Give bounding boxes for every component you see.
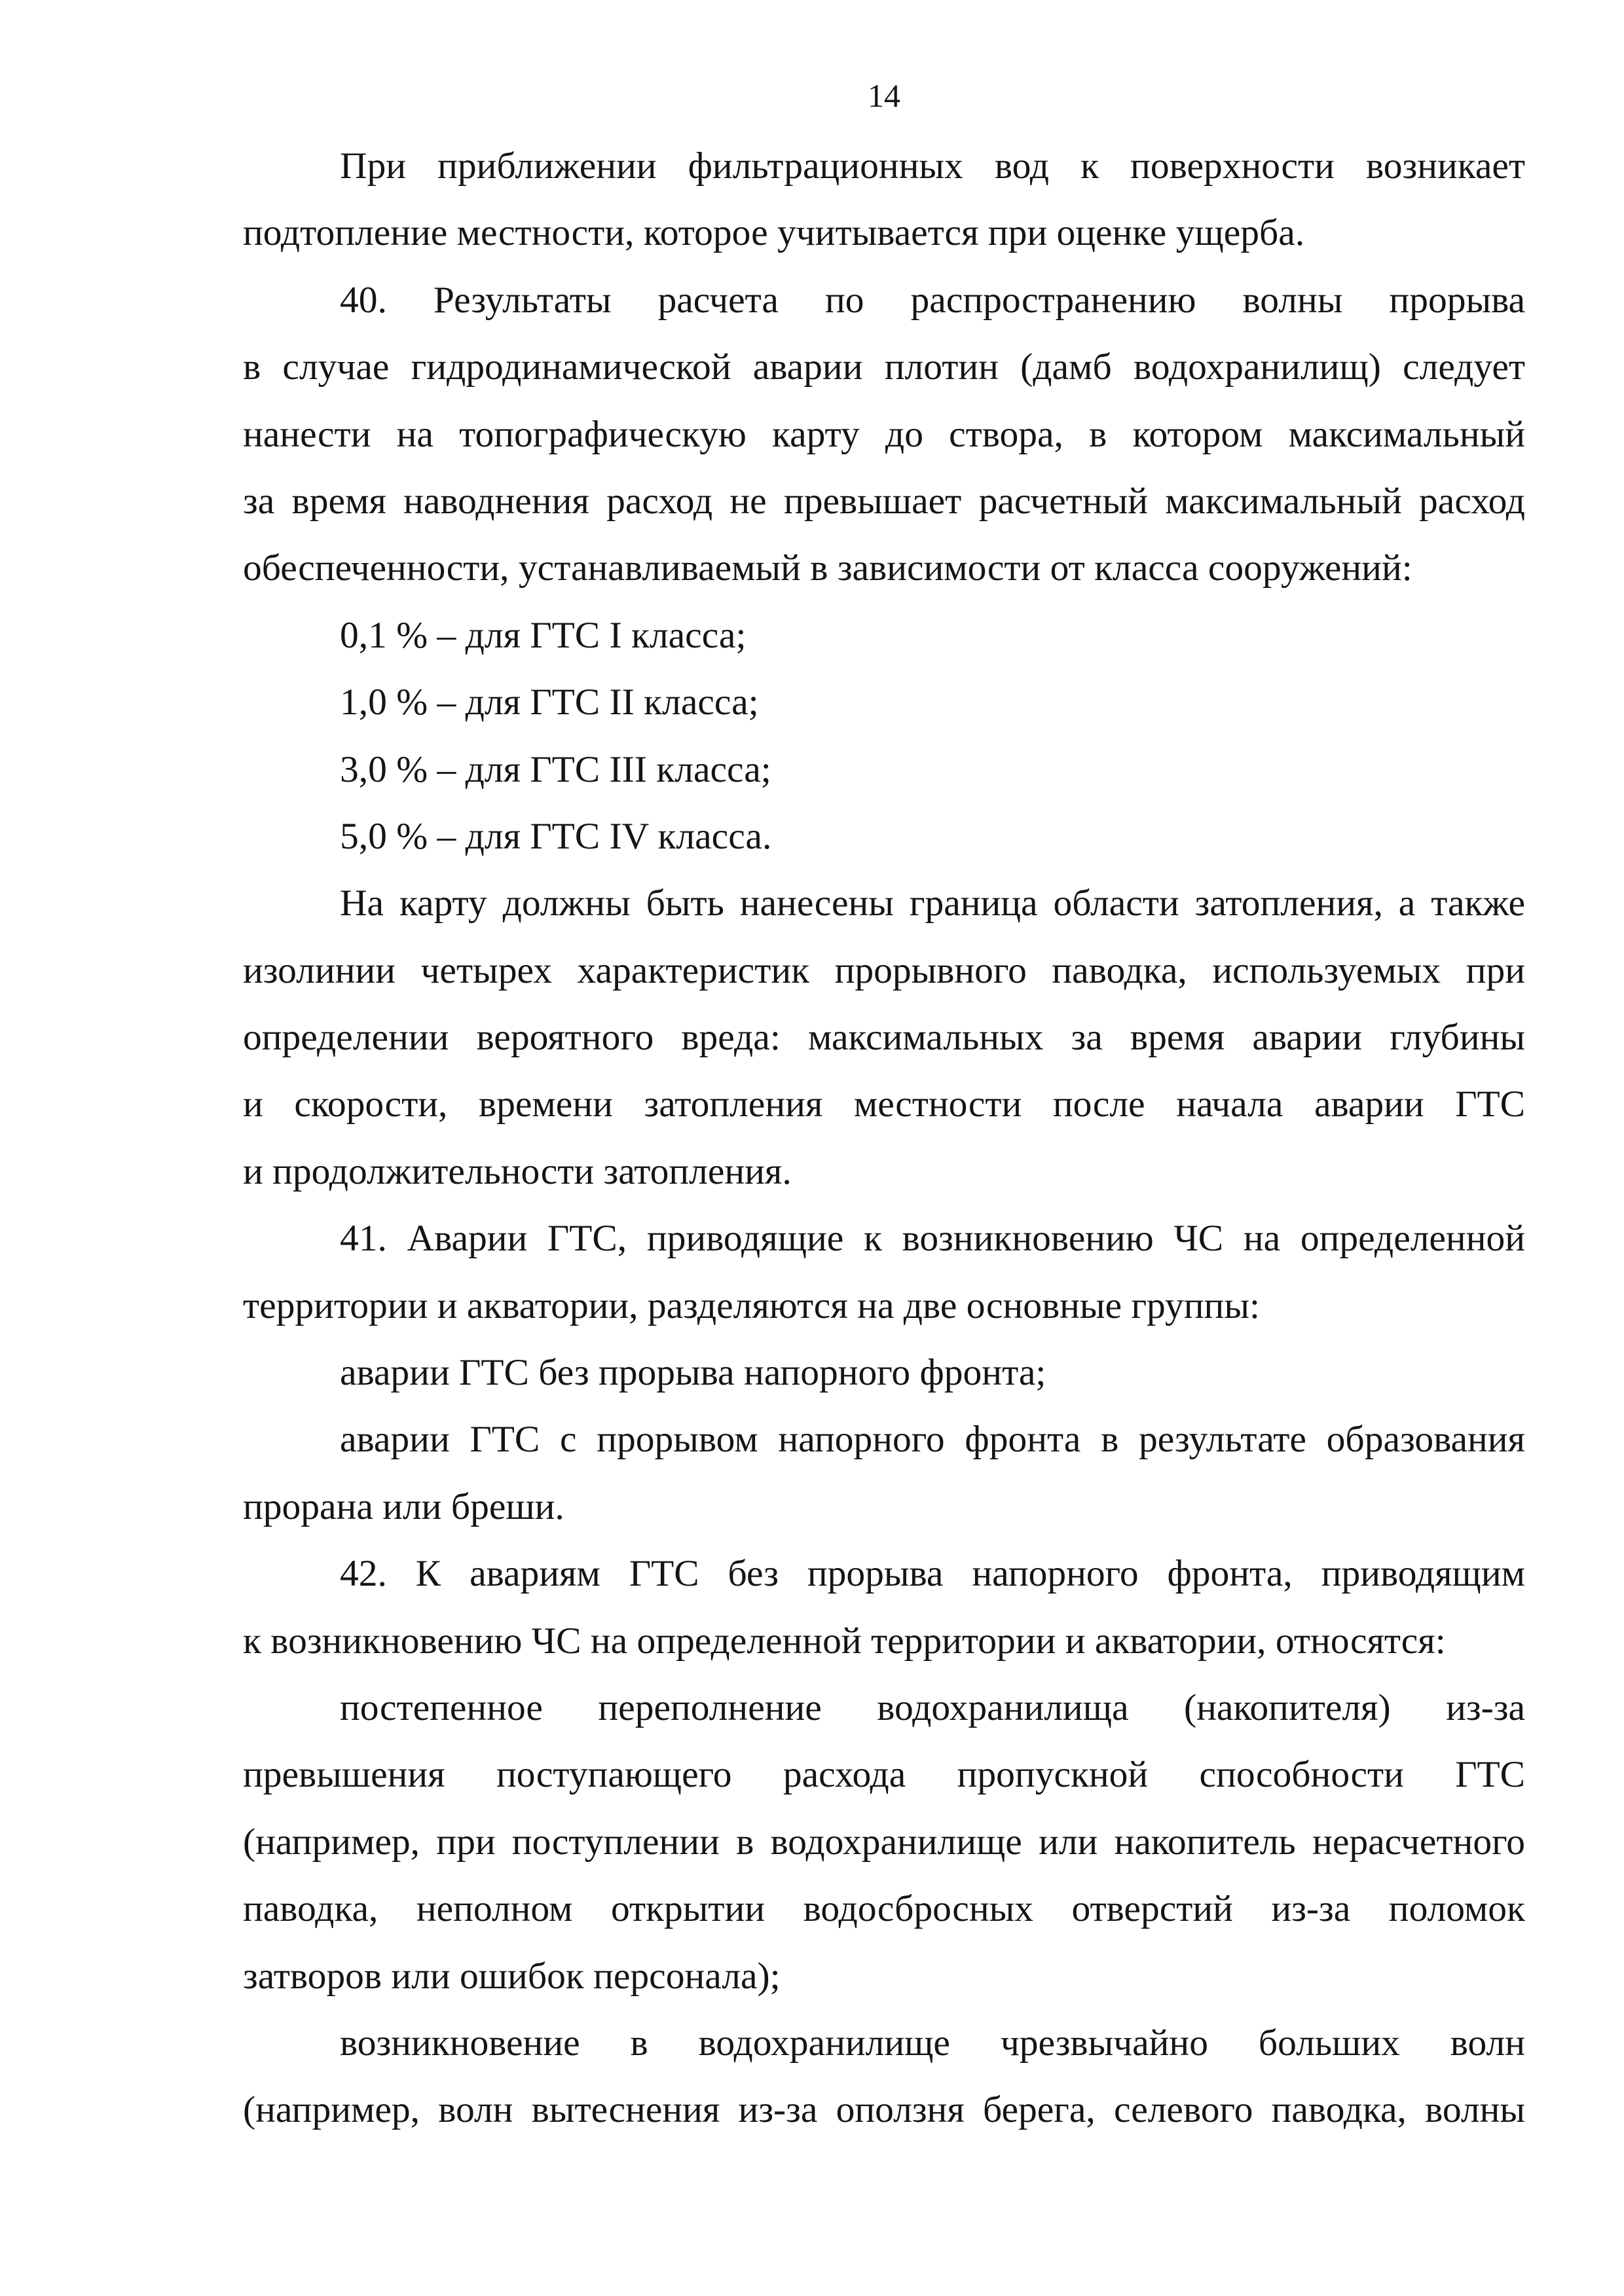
- text-line: прорана или бреши.: [243, 1485, 564, 1527]
- paragraph-item-42: [243, 1540, 1525, 1675]
- text-line: 40. Результаты расчета по распространению волны прорыва: [340, 279, 1525, 321]
- paragraph-large-waves: [243, 2010, 1525, 2144]
- paragraph-group-with-breach: [243, 1406, 1525, 1540]
- text-line: возникновение в водохранилище чрезвычайно больших волн: [340, 2022, 1525, 2064]
- text-line: превышения поступающего расхода пропускной способности ГТС: [243, 1754, 1525, 1796]
- text-line: и продолжительности затопления.: [243, 1150, 792, 1192]
- text-line: 41. Аварии ГТС, приводящие к возникновению ЧС на определенной: [340, 1218, 1525, 1260]
- paragraph-filtration-flooding: [243, 133, 1525, 267]
- paragraph-item-41: [243, 1205, 1525, 1339]
- text-line: (например, волн вытеснения из-за оползня берега, селевого паводка, волны: [243, 2089, 1525, 2131]
- text-line: в случае гидродинамической аварии плотин (дамб водохранилищ) следует: [243, 346, 1525, 388]
- text-line: подтопление местности, которое учитывается при оценке ущерба.: [243, 212, 1305, 254]
- class-list-item: 3,0 % – для ГТС III класса;: [340, 748, 771, 790]
- class-list-item: 0,1 % – для ГТС I класса;: [340, 614, 747, 656]
- text-line: паводка, неполном открытии водосбросных отверстий из-за поломок: [243, 1888, 1525, 1930]
- text-line: территории и акватории, разделяются на две основные группы:: [243, 1285, 1260, 1326]
- text-line: При приближении фильтрационных вод к поверхности возникает: [340, 145, 1525, 187]
- paragraph-gradual-overflow: [243, 1675, 1525, 2010]
- class-list-item: 5,0 % – для ГТС IV класса.: [340, 815, 772, 857]
- paragraph-map-requirements: [243, 870, 1525, 1205]
- text-line: аварии ГТС с прорывом напорного фронта в результате образования: [340, 1419, 1525, 1461]
- text-line: аварии ГТС без прорыва напорного фронта;: [340, 1352, 1046, 1394]
- text-line: изолинии четырех характеристик прорывного паводка, используемых при: [243, 949, 1525, 991]
- text-line: определении вероятного вреда: максимальных за время аварии глубины: [243, 1017, 1525, 1059]
- text-line: за время наводнения расход не превышает расчетный максимальный расход: [243, 480, 1525, 522]
- text-line: (например, при поступлении в водохранилище или накопитель нерасчетного: [243, 1821, 1525, 1863]
- paragraph-group-without-breach: [243, 1339, 1525, 1406]
- text-line: обеспеченности, устанавливаемый в зависимости от класса сооружений:: [243, 547, 1412, 589]
- text-line: к возникновению ЧС на определенной территории и акватории, относятся:: [243, 1620, 1446, 1662]
- class-list-item: 1,0 % – для ГТС II класса;: [340, 682, 759, 723]
- text-line: 42. К авариям ГТС без прорыва напорного фронта, приводящим: [340, 1553, 1525, 1595]
- text-line: и скорости, времени затопления местности после начала аварии ГТС: [243, 1084, 1525, 1125]
- text-line: нанести на топографическую карту до створа, в котором максимальный: [243, 413, 1525, 455]
- page-number: 14: [868, 77, 900, 114]
- class-list: [243, 602, 1525, 871]
- text-line: постепенное переполнение водохранилища (накопителя) из-за: [340, 1686, 1525, 1728]
- text-column: [243, 133, 1525, 2144]
- paragraph-item-40: [243, 267, 1525, 602]
- text-line: затворов или ошибок персонала);: [243, 1955, 781, 1997]
- text-line: На карту должны быть нанесены граница области затопления, а также: [340, 883, 1525, 924]
